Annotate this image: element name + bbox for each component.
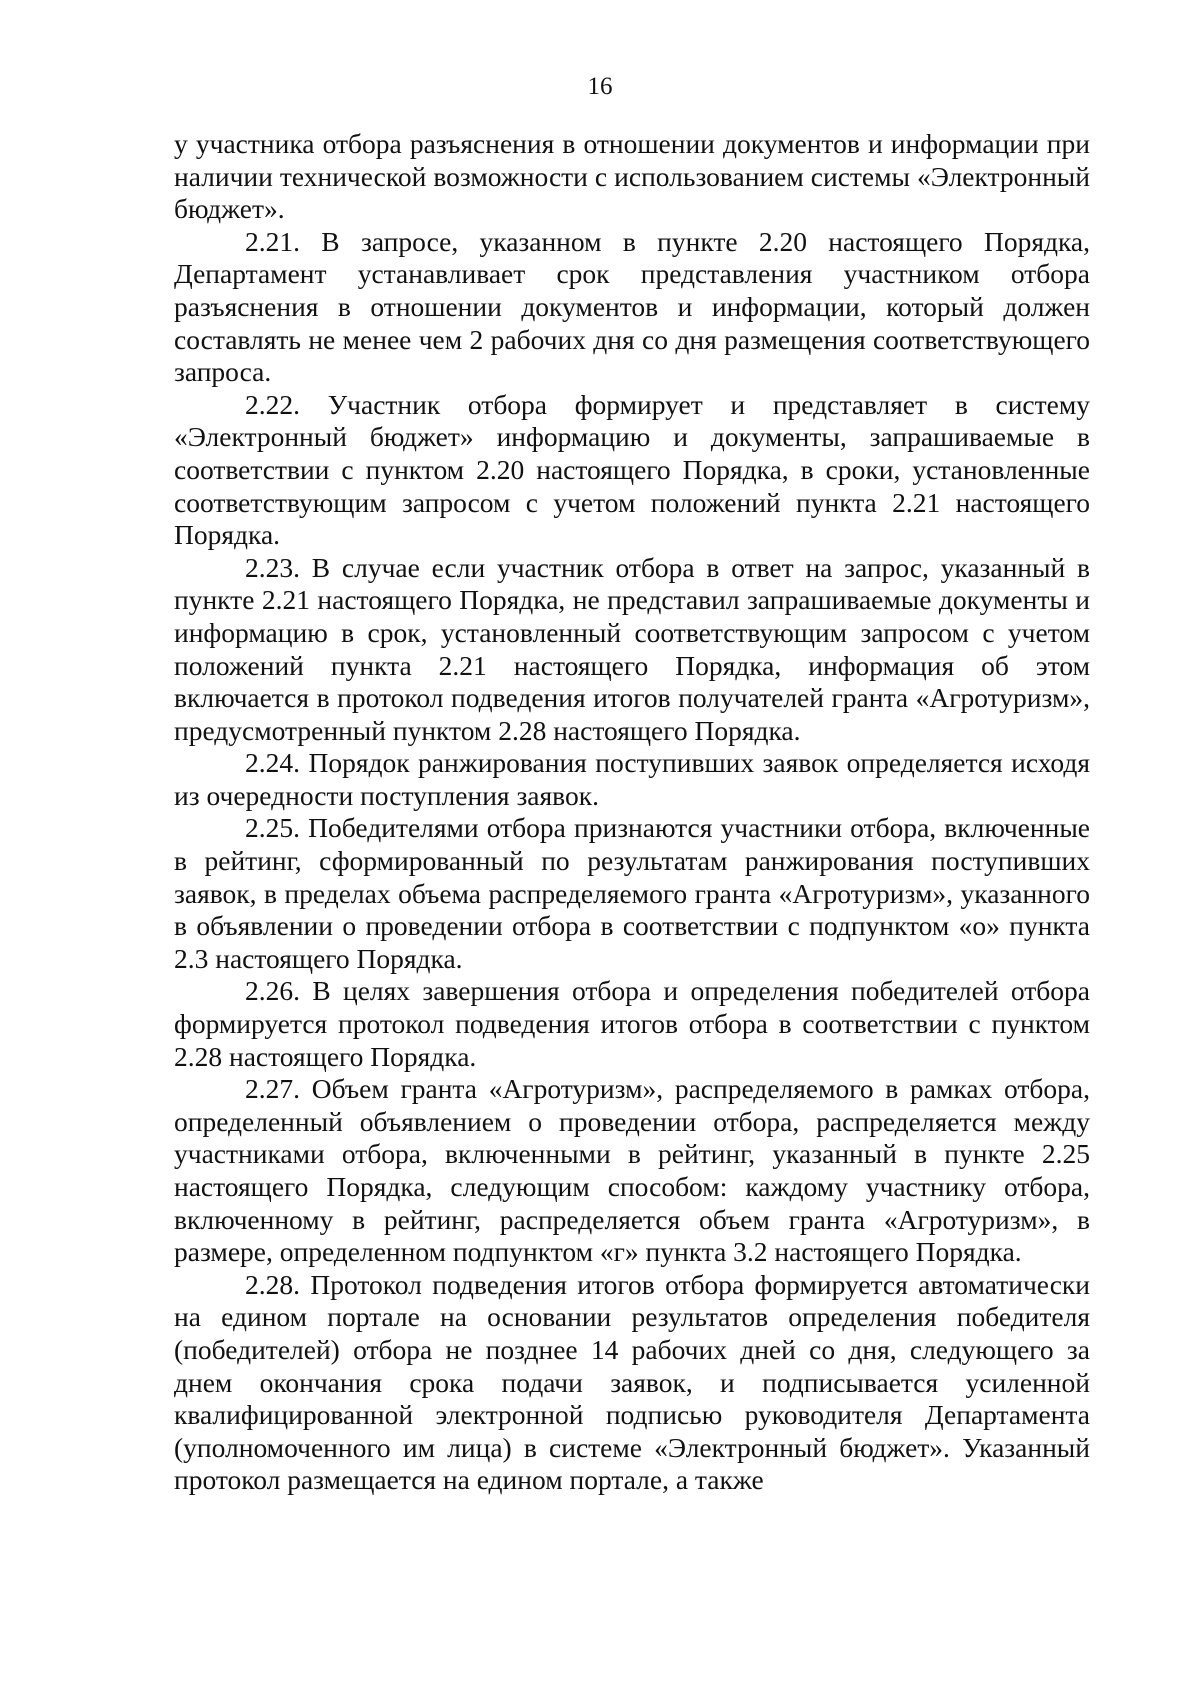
paragraph-2-27: 2.27. Объем гранта «Агротуризм», распределяемого в рамках отбора, определенный объявлением о проведении отбора, распределяется между участниками отбора, включенными в рейтинг, указанный в пункте 2.25 настоящего Порядка, следующим способом: каждому участнику отбора, включенному в рейтинг, распределяется объем гранта «Агротуризм», в размере, определенном подпунктом «г» пункта 3.2 настоящего Порядка.	[174, 1073, 1090, 1268]
paragraph-2-26: 2.26. В целях завершения отбора и определения победителей отбора формируется протокол подведения итогов отбора в соответствии с пунктом 2.28 настоящего Порядка.	[174, 975, 1090, 1072]
paragraph-2-25: 2.25. Победителями отбора признаются участники отбора, включенные в рейтинг, сформированный по результатам ранжирования поступивших заявок, в пределах объема распределяемого гранта «Агротуризм», указанного в объявлении о проведении отбора в соответствии с подпунктом «о» пункта 2.3 настоящего Порядка.	[174, 812, 1090, 974]
paragraph-2-28: 2.28. Протокол подведения итогов отбора формируется автоматически на едином портале на основании результатов определения победителя (победителей) отбора не позднее 14 рабочих дней со дня, следующего за днем окончания срока подачи заявок, и подписывается усиленной квалифицированной электронной подписью руководителя Департамента (уполномоченного им лица) в системе «Электронный бюджет». Указанный протокол размещается на едином портале, а также	[174, 1268, 1090, 1496]
paragraph-2-21: 2.21. В запросе, указанном в пункте 2.20 настоящего Порядка, Департамент устанавливает срок представления участником отбора разъяснения в отношении документов и информации, который должен составлять не менее чем 2 рабочих дня со дня размещения соответствующего запроса.	[174, 225, 1090, 388]
page-number: 16	[587, 73, 613, 100]
paragraph-2-23: 2.23. В случае если участник отбора в ответ на запрос, указанный в пункте 2.21 настоящего Порядка, не представил запрашиваемые документы и информацию в срок, установленный соответствующим запросом с учетом положений пункта 2.21 настоящего Порядка, информация об этом включается в протокол подведения итогов получателей гранта «Агротуризм», предусмотренный пунктом 2.28 настоящего Порядка.	[174, 551, 1090, 746]
paragraph-2-24: 2.24. Порядок ранжирования поступивших заявок определяется исходя из очередности поступления заявок.	[174, 747, 1090, 811]
document-body	[174, 128, 1090, 1497]
paragraph-2-22: 2.22. Участник отбора формирует и представляет в систему «Электронный бюджет» информацию и документы, запрашиваемые в соответствии с пунктом 2.20 настоящего Порядка, в сроки, установленные соответствующим запросом с учетом положений пункта 2.21 настоящего Порядка.	[174, 388, 1090, 551]
paragraph-continuation: у участника отбора разъяснения в отношении документов и информации при наличии технической возможности с использованием системы «Электронный бюджет».	[174, 128, 1090, 225]
